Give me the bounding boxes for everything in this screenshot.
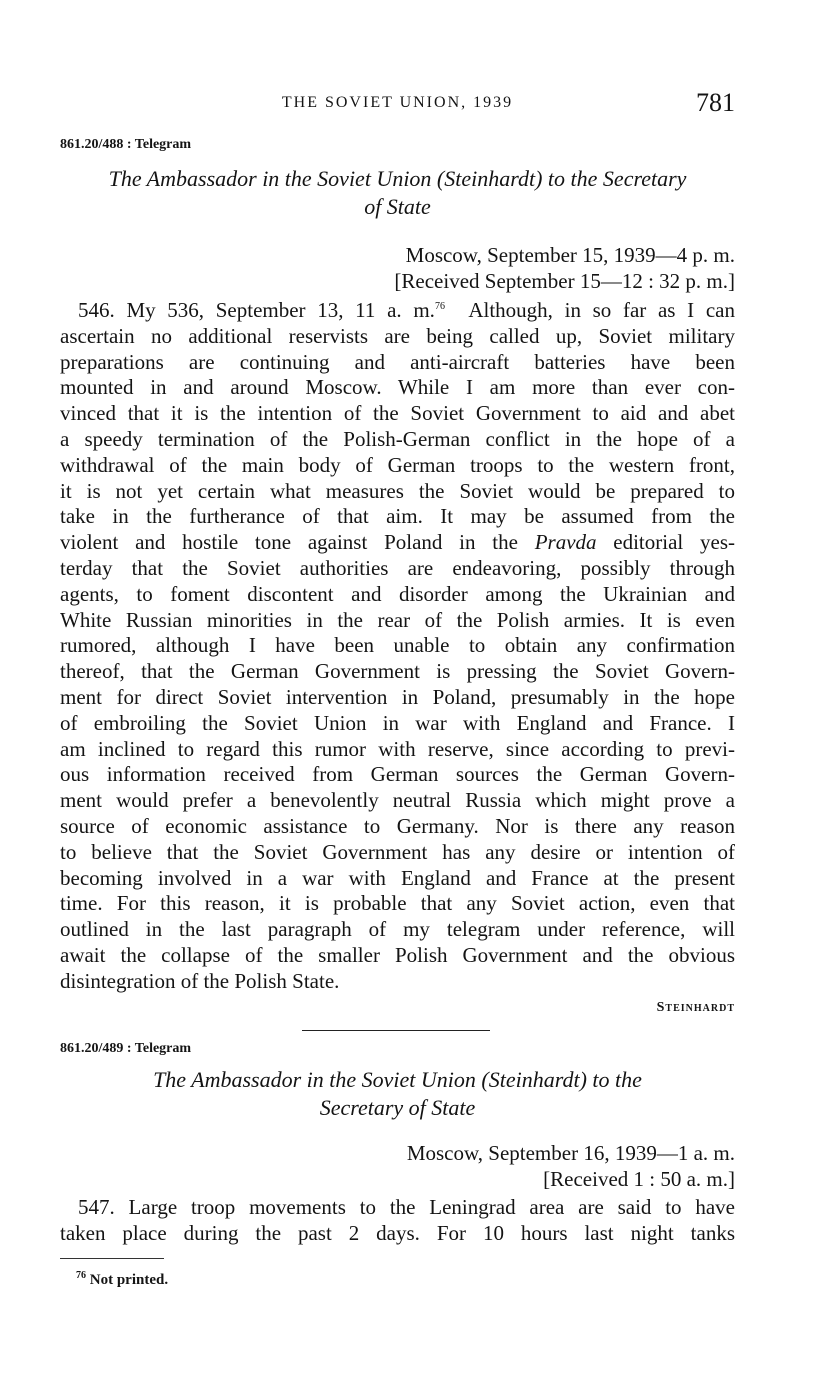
text-line: time. For this reason, it is probable that any Soviet action, even that [60, 891, 735, 916]
text-line: of embroiling the Soviet Union in war with England and France. I [60, 710, 735, 735]
text-line: White Russian minorities in the rear of the Polish armies. It is even [60, 607, 735, 632]
section-divider [302, 1030, 490, 1031]
text-line: terday that the Soviet authorities are endeavoring, possibly through [60, 555, 735, 580]
text-line: taken place during the past 2 days. For 10 hours last night tanks [60, 1220, 735, 1245]
text-line: becoming involved in a war with England and France at the present [60, 865, 735, 890]
heading-line: The Ambassador in the Soviet Union (Steinhardt) to the [153, 1067, 642, 1092]
text-line: vinced that it is the intention of the Soviet Government to aid and abet [60, 401, 735, 426]
newspaper-title: Pravda [534, 530, 597, 555]
heading-line: Secretary of State [319, 1095, 476, 1120]
text-line: ous information received from German sources the German Govern- [60, 762, 735, 787]
text-line: am inclined to regard this rumor with reserve, since according to previ- [60, 736, 735, 761]
document-heading-1 [60, 165, 735, 221]
text-line: outlined in the last paragraph of my telegram under reference, will [60, 917, 735, 942]
footnote [76, 1270, 168, 1289]
footnote-rule [60, 1258, 164, 1259]
dateline-received: [Received 1 : 50 a. m.] [543, 1167, 735, 1191]
dateline-sent: Moscow, September 16, 1939—1 a. m. [406, 1141, 735, 1165]
text-line: withdrawal of the main body of German troops to the western front, [60, 452, 735, 477]
text-line: preparations are continuing and anti-aircraft batteries have been [60, 349, 735, 374]
text-line: ascertain no additional reservists are being called up, Soviet military [60, 323, 735, 348]
text-line: ment would prefer a benevolently neutral Russia which might prove a [60, 788, 735, 813]
text-line: 546. My 536, September 13, 11 a. m.$^{76}$ Although, in so far as I can [78, 298, 735, 322]
dateline-2 [407, 1140, 735, 1192]
running-head [60, 88, 735, 120]
text-line: a speedy termination of the Polish-German conflict in the hope of a [60, 426, 735, 451]
text-line: rumored, although I have been unable to obtain any confirmation [60, 633, 735, 658]
text-line: take in the furtherance of that aim. It may be assumed from the [60, 504, 735, 529]
heading-line: The Ambassador in the Soviet Union (Steinhardt) to the Secretary [108, 166, 687, 191]
text-line: ment for direct Soviet intervention in Poland, presumably in the hope [60, 684, 735, 709]
heading-line: of State [364, 194, 431, 219]
footnote-text: Not printed. [89, 1272, 169, 1288]
dateline-sent: Moscow, September 15, 1939—4 p. m. [405, 243, 735, 267]
dateline-1 [394, 242, 735, 294]
running-title: THE SOVIET UNION, 1939 [281, 94, 514, 111]
dateline-received: [Received September 15—12 : 32 p. m.] [394, 269, 735, 293]
text-line: to believe that the Soviet Government has any desire or intention of [60, 839, 735, 864]
telegram-body-2 [60, 1195, 735, 1247]
text-line: await the collapse of the smaller Polish Government and the obvious [60, 942, 735, 967]
text-line: disintegration of the Polish State. [60, 968, 340, 993]
text-line: it is not yet certain what measures the Soviet would be prepared to [60, 478, 735, 503]
footnote-marker: 76 [76, 1270, 86, 1281]
text-line: source of economic assistance to Germany. Nor is there any reason [60, 813, 735, 838]
text-line: thereof, that the German Government is pressing the Soviet Govern- [60, 659, 735, 684]
telegram-body-1 [60, 294, 735, 995]
signature-1: Steinhardt [656, 1000, 735, 1015]
page-number: 781 [696, 88, 735, 117]
file-reference-2: 861.20/489 : Telegram [60, 1041, 192, 1056]
text-line: 547. Large troop movements to the Leningrad area are said to have [78, 1195, 735, 1219]
file-reference-1: 861.20/488 : Telegram [60, 137, 192, 152]
document-heading-2 [60, 1066, 735, 1122]
text-line: agents, to foment discontent and disorder among the Ukrainian and [60, 581, 735, 606]
footnote-reference: 76 [434, 301, 445, 312]
text-line: violent and hostile tone against Poland in the Pravda editorial yes- [60, 530, 735, 555]
text-line: mounted in and around Moscow. While I am more than ever con- [60, 375, 735, 400]
